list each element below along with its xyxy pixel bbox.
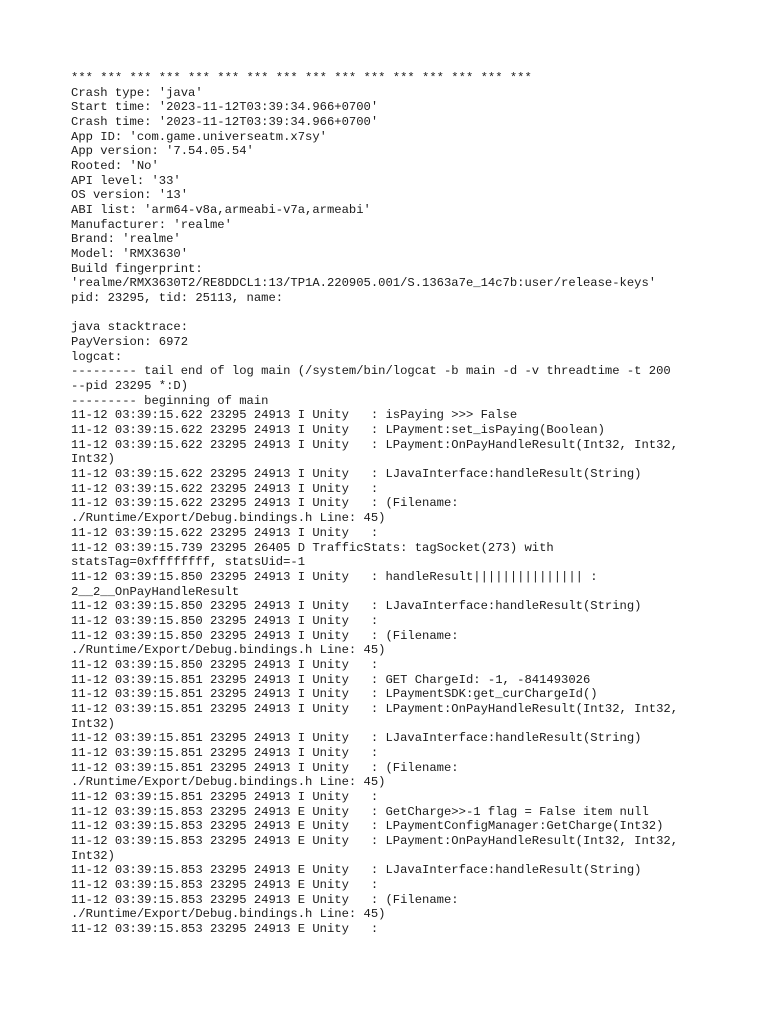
log-line: 11-12 03:39:15.622 23295 24913 I Unity : (71, 525, 379, 540)
log-line: 11-12 03:39:15.853 23295 24913 E Unity : GetCharge>>-1 flag = False item null (71, 804, 649, 819)
log-line: Start time: '2023-11-12T03:39:34.966+0700' (71, 100, 379, 115)
log-line: 11-12 03:39:15.853 23295 24913 E Unity : (71, 921, 379, 936)
log-line: App version: '7.54.05.54' (71, 144, 254, 159)
log-line: 11-12 03:39:15.850 23295 24913 I Unity : LJavaInterface:handleResult(String) (71, 599, 642, 614)
log-line: 11-12 03:39:15.853 23295 24913 E Unity : LPaymentConfigManager:GetCharge(Int32) (71, 819, 664, 834)
log-line: PayVersion: 6972 (71, 335, 189, 350)
crash-log-document (71, 71, 761, 937)
log-line: *** *** *** *** *** *** *** *** *** *** *** *** *** *** *** *** (71, 71, 532, 85)
log-line: App ID: 'com.game.universeatm.x7sy' (71, 129, 327, 144)
log-line: 11-12 03:39:15.851 23295 24913 I Unity : LJavaInterface:handleResult(String) (71, 731, 642, 746)
log-line: API level: '33' (71, 173, 181, 188)
log-line: 11-12 03:39:15.851 23295 24913 I Unity : (71, 745, 379, 760)
log-line: pid: 23295, tid: 25113, name: (71, 291, 284, 306)
log-line: ./Runtime/Export/Debug.bindings.h Line: 45) (71, 907, 386, 922)
log-line: --------- tail end of log main (/system/bin/logcat -b main -d -v threadtime -t 200 (71, 364, 671, 379)
log-line: 11-12 03:39:15.853 23295 24913 E Unity : (71, 877, 379, 892)
log-line: 11-12 03:39:15.853 23295 24913 E Unity : LJavaInterface:handleResult(String) (71, 863, 642, 878)
log-line: logcat: (71, 349, 123, 364)
log-line: 11-12 03:39:15.853 23295 24913 E Unity : LPayment:OnPayHandleResult(Int32, Int32, (71, 833, 679, 848)
log-line: 2__2__OnPayHandleResult (71, 584, 240, 599)
log-line: 11-12 03:39:15.622 23295 24913 I Unity : isPaying >>> False (71, 408, 518, 423)
log-line: 11-12 03:39:15.622 23295 24913 I Unity : LPayment:set_isPaying(Boolean) (71, 423, 605, 438)
log-line: Int32) (71, 716, 115, 731)
log-line: Rooted: 'No' (71, 159, 159, 174)
log-line: 11-12 03:39:15.850 23295 24913 I Unity : handleResult||||||||||||||| : (71, 569, 598, 584)
log-line: Manufacturer: 'realme' (71, 217, 232, 232)
log-line: Crash type: 'java' (71, 85, 203, 100)
log-line: ./Runtime/Export/Debug.bindings.h Line: 45) (71, 511, 386, 526)
log-line: 11-12 03:39:15.739 23295 26405 D TrafficStats: tagSocket(273) with (71, 540, 554, 555)
log-line: 11-12 03:39:15.851 23295 24913 I Unity : (Filename: (71, 760, 459, 775)
log-line: 11-12 03:39:15.851 23295 24913 I Unity : (71, 789, 379, 804)
log-body (71, 71, 761, 937)
log-line: 11-12 03:39:15.622 23295 24913 I Unity : LJavaInterface:handleResult(String) (71, 467, 642, 482)
log-line: 11-12 03:39:15.851 23295 24913 I Unity : GET ChargeId: -1, -841493026 (71, 672, 591, 687)
log-line: ABI list: 'arm64-v8a,armeabi-v7a,armeabi' (71, 203, 371, 218)
log-line (71, 306, 761, 321)
log-line: Model: 'RMX3630' (71, 247, 189, 262)
log-line: 11-12 03:39:15.851 23295 24913 I Unity : LPaymentSDK:get_curChargeId() (71, 687, 598, 702)
log-line: ./Runtime/Export/Debug.bindings.h Line: 45) (71, 775, 386, 790)
log-line: 11-12 03:39:15.622 23295 24913 I Unity : (71, 481, 379, 496)
log-line: Int32) (71, 848, 115, 863)
log-line: 11-12 03:39:15.850 23295 24913 I Unity : (71, 613, 379, 628)
log-line: 11-12 03:39:15.850 23295 24913 I Unity : (Filename: (71, 628, 459, 643)
log-line: ./Runtime/Export/Debug.bindings.h Line: 45) (71, 643, 386, 658)
log-line: 11-12 03:39:15.851 23295 24913 I Unity : LPayment:OnPayHandleResult(Int32, Int32, (71, 701, 679, 716)
log-line: 11-12 03:39:15.853 23295 24913 E Unity : (Filename: (71, 892, 459, 907)
log-line: 'realme/RMX3630T2/RE8DDCL1:13/TP1A.220905.001/S.1363a7e_14c7b:user/release-keys' (71, 276, 657, 291)
log-line: java stacktrace: (71, 320, 189, 335)
log-line: 11-12 03:39:15.622 23295 24913 I Unity : LPayment:OnPayHandleResult(Int32, Int32, (71, 437, 679, 452)
log-line: OS version: '13' (71, 188, 189, 203)
log-line: statsTag=0xffffffff, statsUid=-1 (71, 555, 306, 570)
log-line: 11-12 03:39:15.850 23295 24913 I Unity : (71, 657, 379, 672)
log-line: Brand: 'realme' (71, 232, 181, 247)
log-line: Int32) (71, 452, 115, 467)
log-line: --pid 23295 *:D) (71, 379, 189, 394)
log-line: Crash time: '2023-11-12T03:39:34.966+0700' (71, 115, 379, 130)
log-line: --------- beginning of main (71, 393, 269, 408)
log-line: Build fingerprint: (71, 261, 203, 276)
log-line: 11-12 03:39:15.622 23295 24913 I Unity : (Filename: (71, 496, 459, 511)
